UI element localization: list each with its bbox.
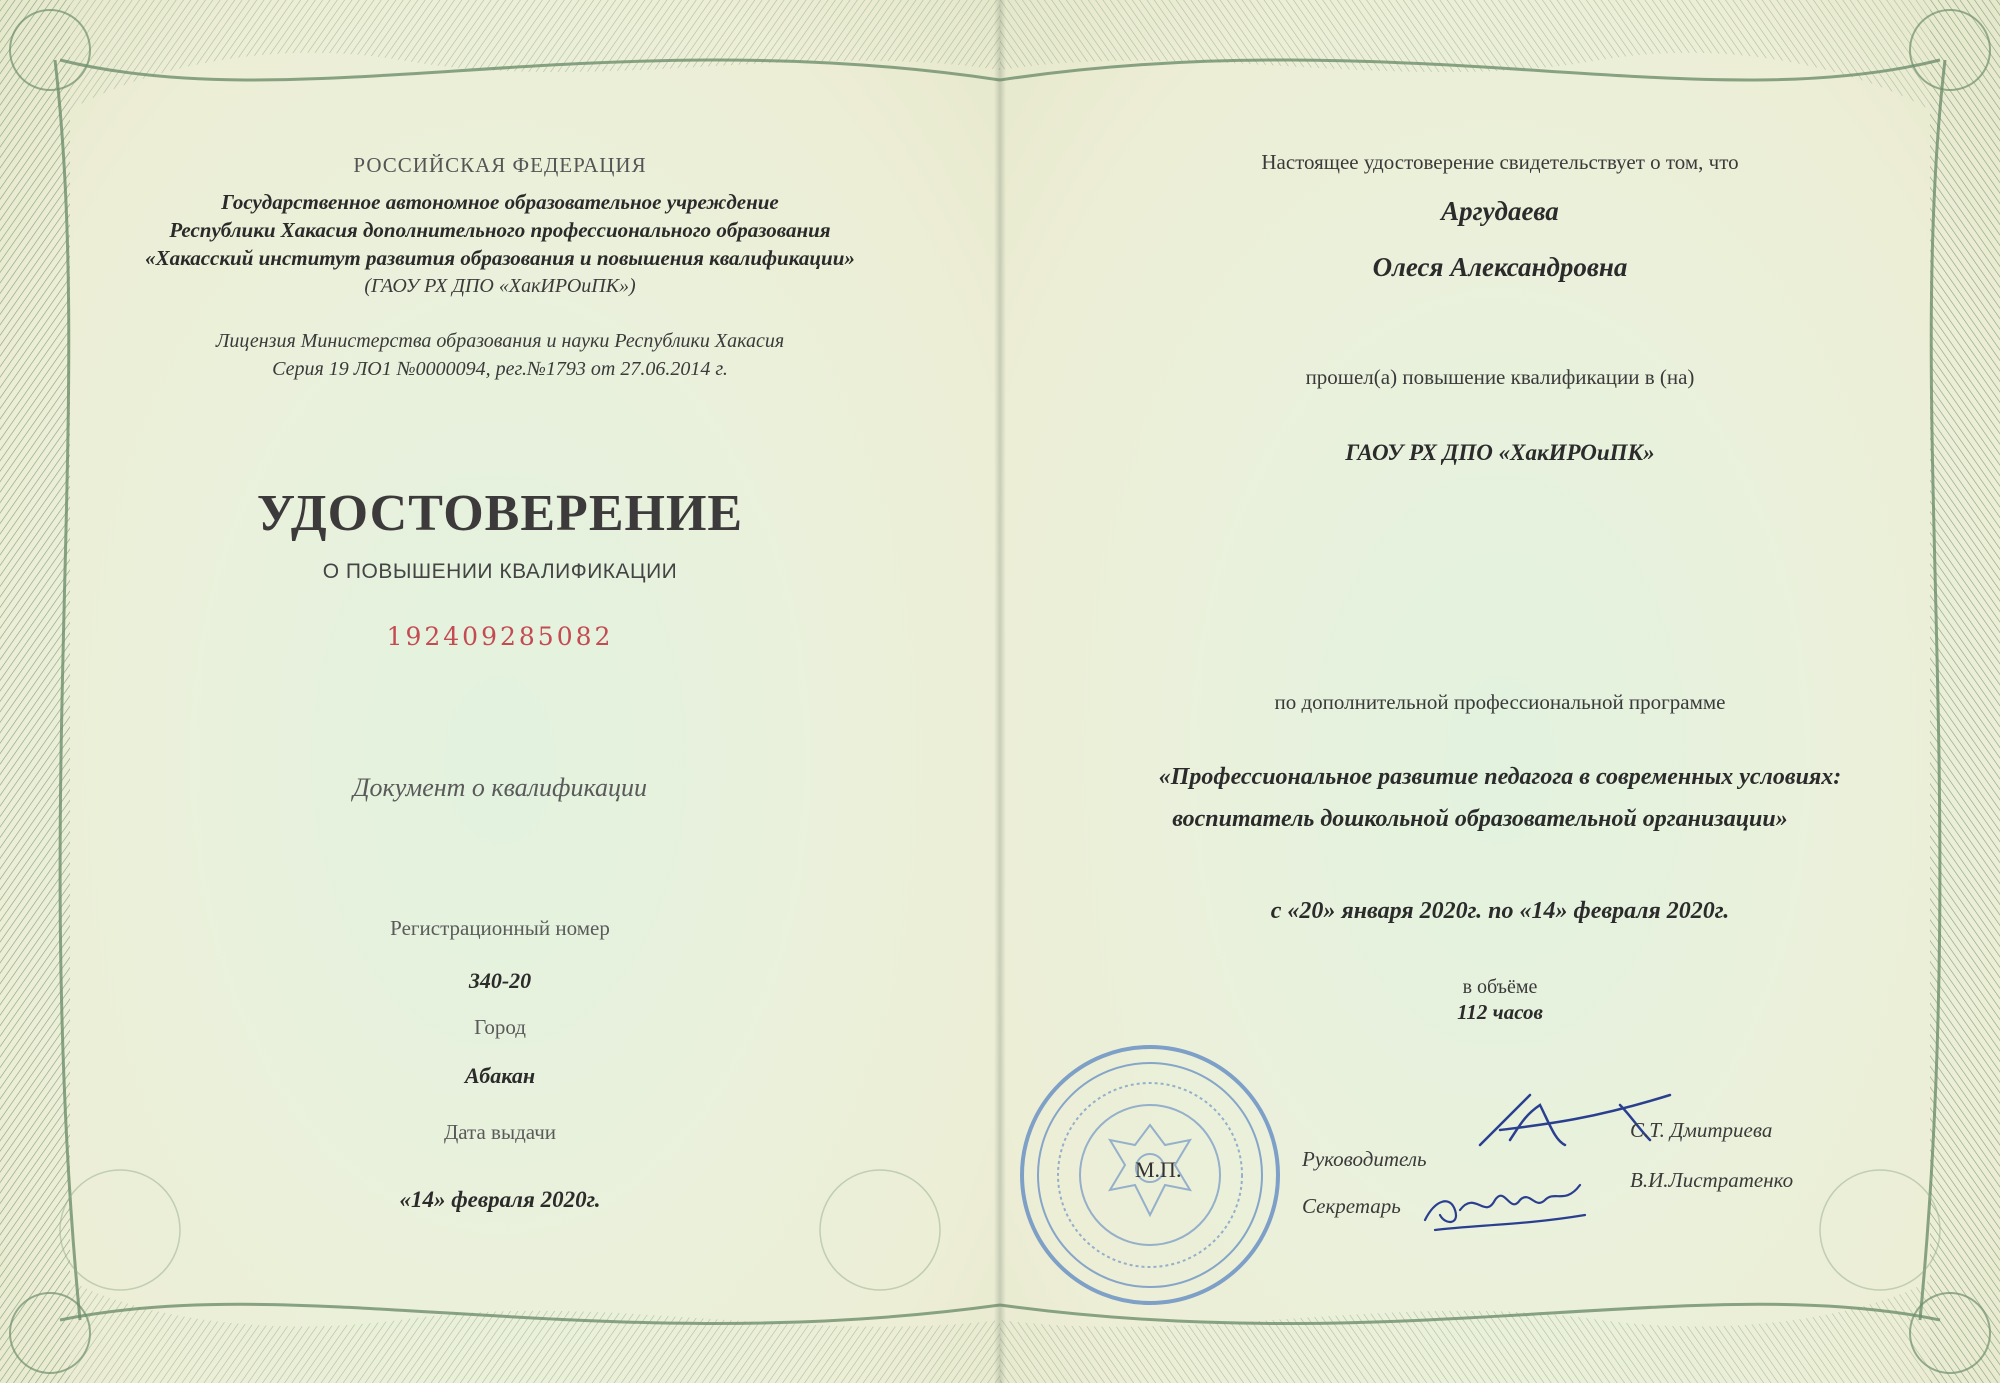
page-fold	[994, 0, 1006, 1383]
secretary-name: В.И.Листратенко	[1630, 1168, 1794, 1192]
secretary-role-label: Секретарь	[1302, 1194, 1401, 1218]
serial-number: 192409285082	[386, 622, 614, 651]
volume-value: 112 часов	[1457, 1000, 1543, 1024]
registration-number-label: Регистрационный номер	[390, 916, 610, 940]
institution-line-2: Республики Хакасия дополнительного профессионального образования	[169, 218, 831, 242]
training-period: с «20» января 2020г. по «14» февраля 2020г.	[1270, 898, 1730, 924]
holder-surname: Аргудаева	[1441, 196, 1559, 226]
federation-header: РОССИЙСКАЯ ФЕДЕРАЦИЯ	[353, 153, 647, 177]
volume-label: в объёме	[1462, 976, 1538, 998]
secretary-signature	[1415, 1170, 1595, 1240]
training-organization: ГАОУ РХ ДПО «ХакИРОиПК»	[1345, 440, 1655, 465]
certificate-subtitle: О ПОВЫШЕНИИ КВАЛИФИКАЦИИ	[322, 560, 678, 583]
institution-abbreviation: (ГАОУ РХ ДПО «ХакИРОиПК»)	[364, 275, 636, 297]
city-value: Абакан	[464, 1063, 536, 1088]
program-label: по дополнительной профессиональной программе	[1274, 690, 1726, 714]
registration-number-value: 340-20	[468, 968, 532, 993]
certificate-title: УДОСТОВЕРЕНИЕ	[256, 485, 744, 542]
institution-line-1: Государственное автономное образовательное учреждение	[221, 190, 779, 214]
license-line-2: Серия 19 ЛО1 №0000094, рег.№1793 от 27.06.2014 г.	[272, 358, 728, 380]
issue-date-value: «14» февраля 2020г.	[399, 1187, 601, 1212]
right-page	[1000, 0, 2000, 1383]
institution-line-3: «Хакасский институт развития образования и повышения квалификации»	[145, 246, 855, 270]
stamp-mark: М.П.	[1135, 1157, 1182, 1182]
holder-given-names: Олеся Александровна	[1372, 252, 1628, 282]
passed-training-text: прошел(а) повышение квалификации в (на)	[1305, 365, 1695, 389]
issue-date-label: Дата выдачи	[443, 1120, 557, 1144]
license-line-1: Лицензия Министерства образования и науки Республики Хакасия	[215, 330, 785, 352]
document-type: Документ о квалификации	[353, 773, 647, 802]
head-role-label: Руководитель	[1302, 1147, 1427, 1171]
city-label: Город	[474, 1015, 526, 1039]
head-name: С.Т. Дмитриева	[1630, 1118, 1773, 1142]
certificate-intro: Настоящее удостоверение свидетельствует о том, что	[1261, 150, 1739, 174]
program-title-line-1: «Профессиональное развитие педагога в современных условиях:	[1158, 764, 1842, 790]
program-title-line-2: воспитатель дошкольной образовательной организации»	[1172, 806, 1788, 832]
